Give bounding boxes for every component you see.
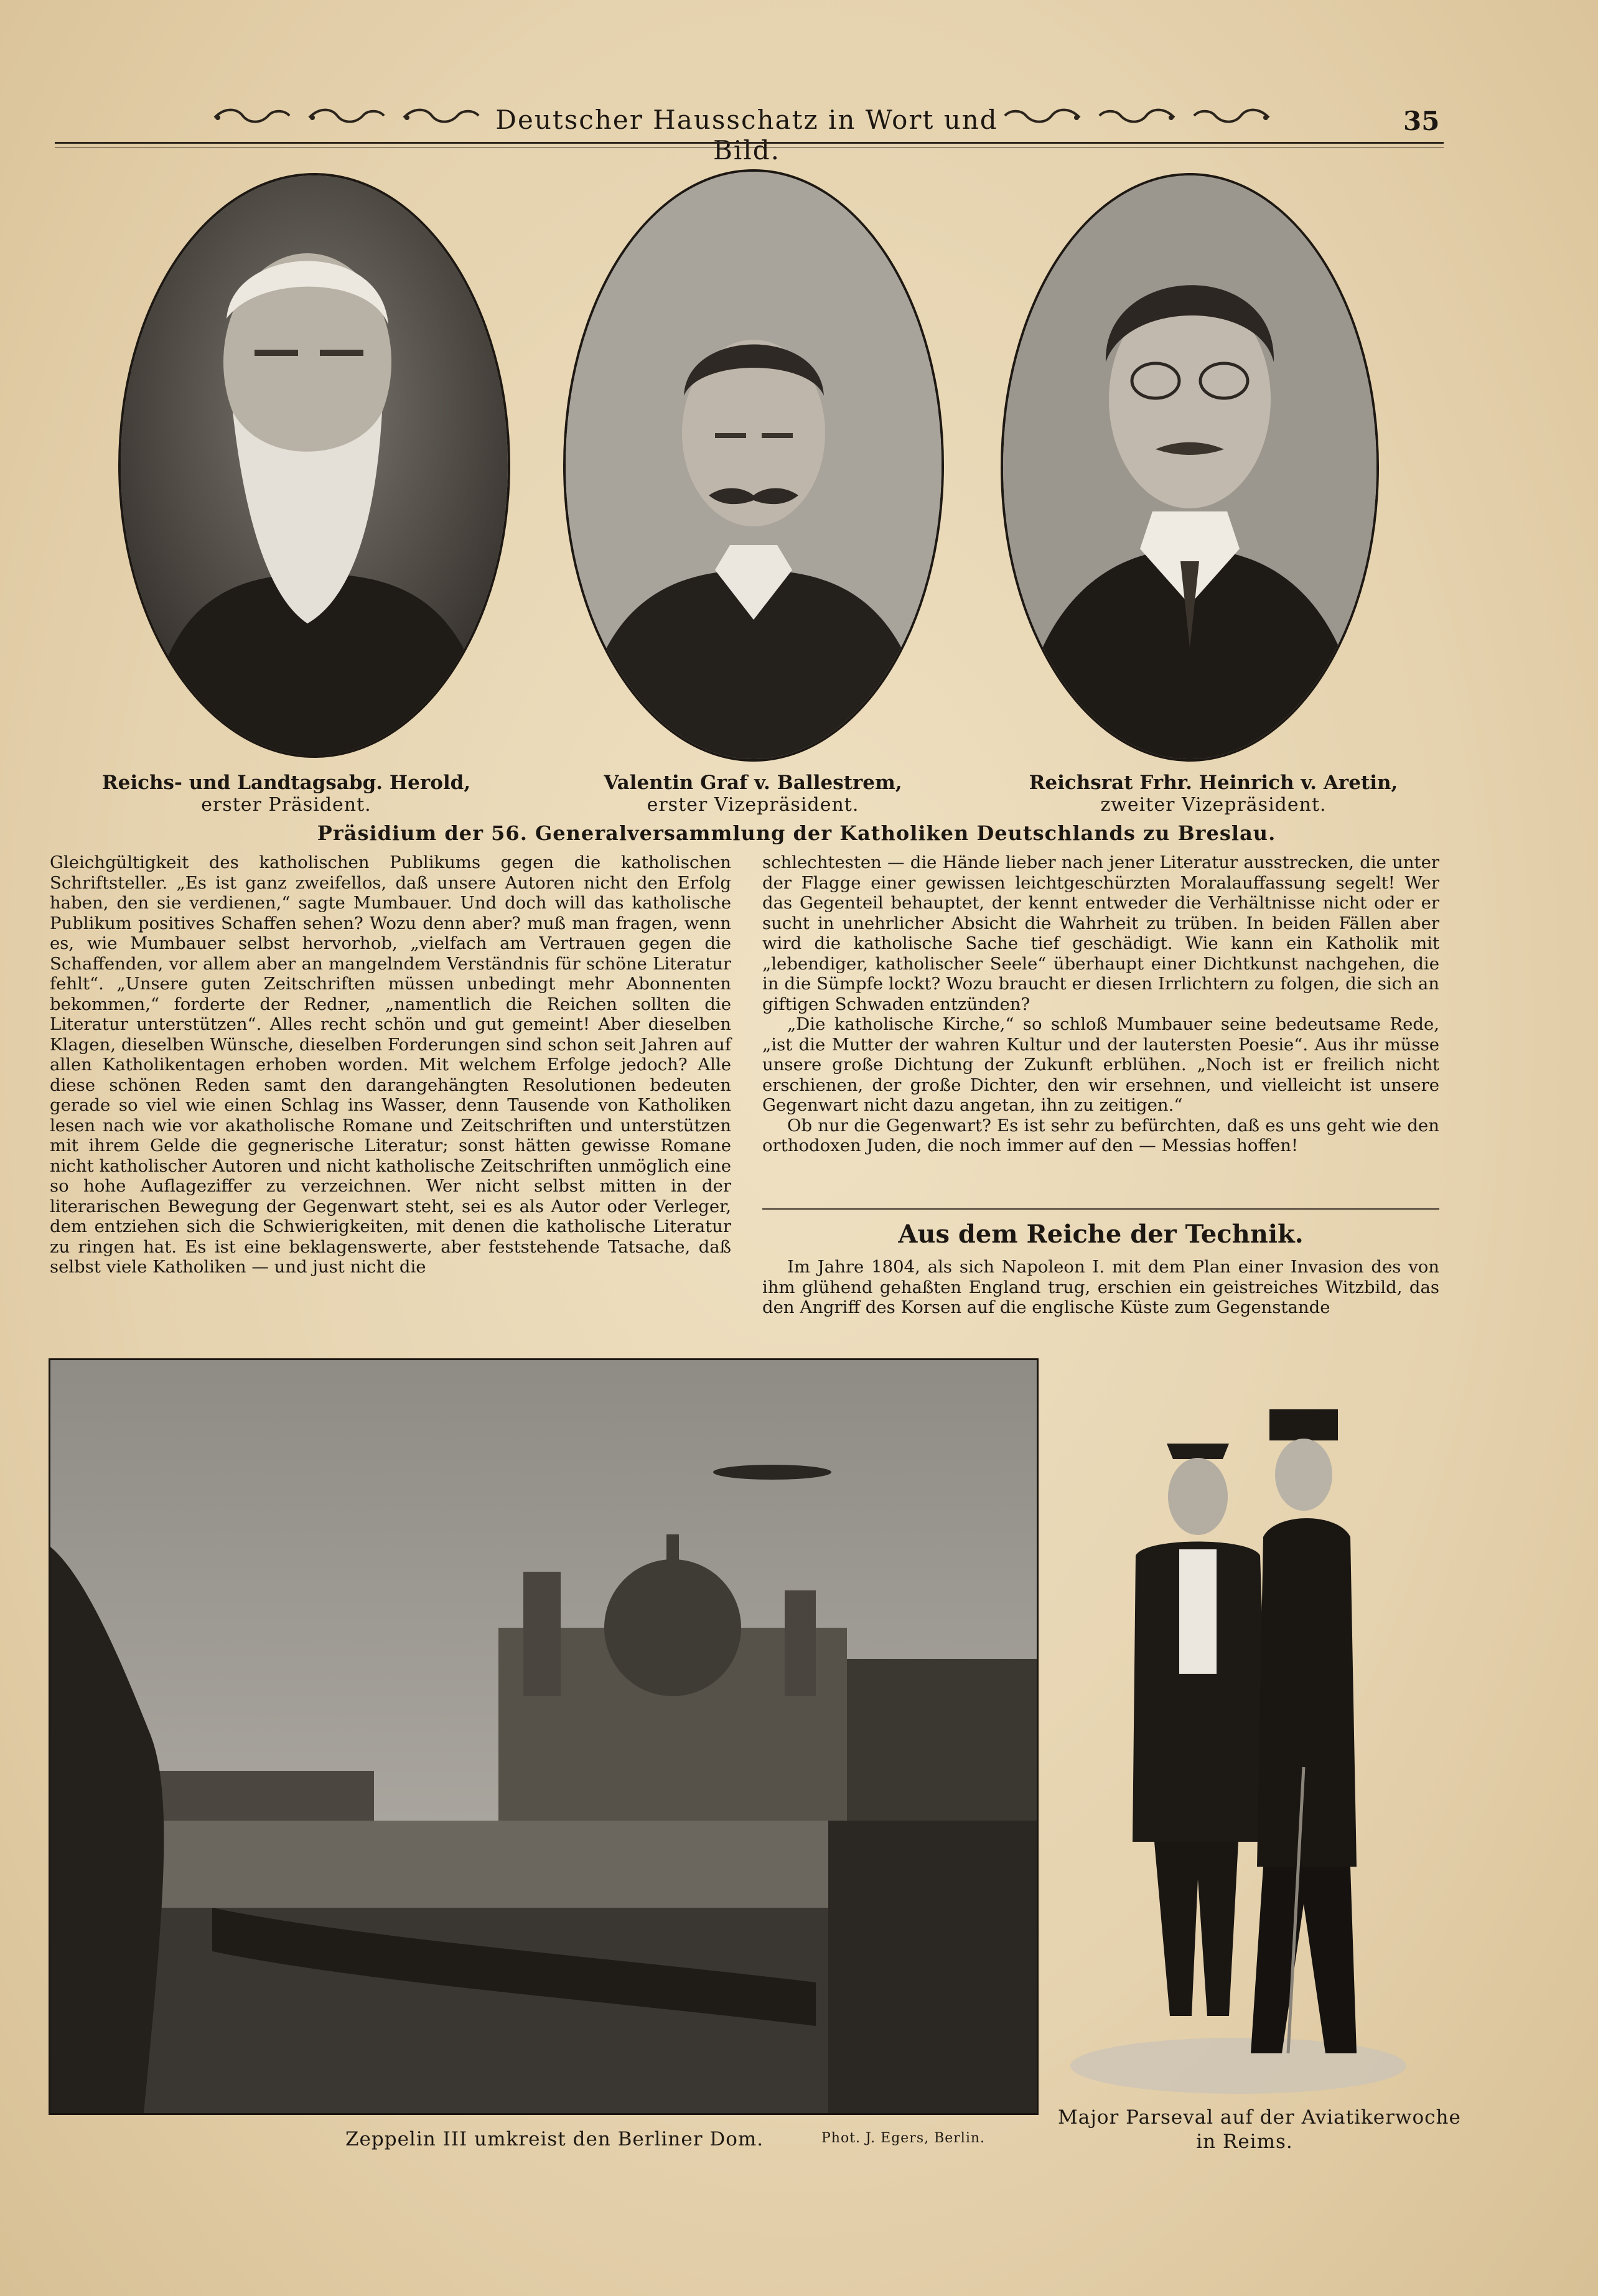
presidium-caption: Präsidium der 56. Generalversammlung der Katholiken Deutschlands zu Breslau. [317, 821, 1276, 845]
portrait-caption-title: erster Präsident. [201, 794, 371, 816]
ornament-swash-icon [1191, 106, 1272, 125]
section-heading: Aus dem Reiche der Technik. [898, 1220, 1304, 1249]
header-ornament-left [212, 105, 482, 127]
ornament-swash-icon [212, 106, 292, 125]
header-rule [55, 142, 1444, 144]
portrait-aretin [1001, 173, 1379, 762]
bowler-hat-icon [1167, 1444, 1229, 1459]
portrait-caption-title: erster Vizepräsident. [647, 794, 859, 816]
article-right-column [762, 852, 1439, 1156]
portrait-caption-name: Valentin Graf v. Ballestrem, [604, 772, 902, 794]
ornament-swash-icon [1096, 106, 1177, 125]
section-divider [762, 1208, 1439, 1210]
ornament-swash-icon [401, 106, 482, 125]
ornament-swash-icon [1002, 106, 1083, 125]
officer-cap-icon [1269, 1409, 1338, 1440]
article-left-column [50, 852, 731, 1277]
article-paragraph: Ob nur die Gegenwart? Es ist sehr zu befürchten, daß es uns geht wie den orthodoxen Juden, die noch immer auf den — Messias hoffen! [762, 1115, 1439, 1155]
article-paragraph: Im Jahre 1804, als sich Napoleon I. mit dem Plan einer Invasion des von ihm glühend gehaßten England trug, erschien ein geistreiches Witzbild, das den Angriff des Korsen auf die englische Küste zum Gegenstande [762, 1257, 1439, 1317]
portrait-ballestrem [563, 169, 944, 762]
photo-berliner-dom [49, 1358, 1039, 2115]
portrait-caption-name: Reichs- und Landtagsabg. Herold, [101, 772, 471, 794]
photo-caption-parseval-location: in Reims. [1196, 2130, 1293, 2153]
photo-caption-dom: Zeppelin III umkreist den Berliner Dom. [345, 2128, 764, 2150]
page-number: 35 [1403, 106, 1440, 136]
header-ornament-right [1002, 105, 1272, 127]
running-title: Deutscher Hausschatz in Wort und Bild. [495, 105, 998, 166]
portrait-caption-title: zweiter Vizepräsident. [1100, 794, 1327, 816]
zeppelin-icon [713, 1465, 831, 1480]
article-paragraph: schlechtesten — die Hände lieber nach jener Literatur ausstrecken, die unter der Flagge einer gewissen leichtgeschürzten Moralauffassung segelt! Wer das Gegenteil behauptet, der kennt entweder die Verhältnisse nicht oder er sucht in unehrlicher Absicht die Wahrheit zu trüben. In beiden Fällen aber wird die katholische Sache tief geschädigt. Wie kann ein Katholik mit „lebendiger, katholischer Seele“ überhaupt einer Dichtkunst nachgehen, die in die Sümpfe lockt? Wozu braucht er diesen Irrlichtern zu folgen, die sich an giftigen Schwaden entzünden? [762, 852, 1439, 1014]
article-paragraph: Gleichgültigkeit des katholischen Publikums gegen die katholischen Schriftsteller. „Es ist ganz zweifellos, daß unsere Autoren nicht den Erfolg haben, den sie verdienen,“ sagte Mumbauer. Und doch will das katholische Publikum positives Schaffen sehen? Wozu denn aber? muß man fragen, wenn es, wie Mumbauer selbst hervorhob, „vielfach am Vertrauen gegen die Schaffenden, vor allem aber an mangelndem Verständnis für schöne Literatur fehlt“. „Unsere guten Zeitschriften müssen unbedingt mehr Abonnenten bekommen,“ forderte der Redner, „namentlich die Reichen sollten die Literatur unterstützen“. Alles recht schön und gut gemeint! Aber dieselben Klagen, dieselben Wünsche, dieselben Forderungen sind schon seit Jahren auf allen Katholikentagen erhoben worden. Mit welchem Erfolge jedoch? Alle diese schönen Reden samt den darangehängten Resolutionen bedeuten gerade so viel wie einen Schlag ins Wasser, denn Tausende von Katholiken lesen nach wie vor akatholische Romane und Zeitschriften und unterstützen mit ihrem Gelde die gegnerische Literatur; sonst hätten gewisse Romane nicht katholischer Autoren und nicht katholische Zeitschriften unmöglich eine so hohe Auflageziffer zu verzeichnen. Wer nicht selbst mitten in der literarischen Bewegung der Gegenwart steht, sei es als Autor oder Verleger, dem entziehen sich die Schwierigkeiten, mit denen die katholische Literatur zu ringen hat. Es ist eine beklagenswerte, aber feststehende Tatsache, daß selbst viele Katholiken — und just nicht die [50, 852, 731, 1277]
portrait-caption-name: Reichsrat Frhr. Heinrich v. Aretin, [1029, 772, 1398, 794]
photo-credit: Phot. J. Egers, Berlin. [821, 2130, 986, 2146]
photo-caption-parseval: Major Parseval auf der Aviatikerwoche [1058, 2106, 1461, 2129]
article-paragraph: „Die katholische Kirche,“ so schloß Mumbauer seine bedeutsame Rede, „ist die Mutter der wahren Kultur und der lautersten Poesie“. Aus ihr müsse unsere große Dichtung der Zukunft erblühen. „Noch ist er freilich nicht erschienen, der große Dichter, den wir ersehnen, und vielleicht ist unsere Gegenwart nicht dazu angetan, ihn zu zeitigen.“ [762, 1014, 1439, 1115]
portrait-herold [118, 173, 510, 758]
ornament-swash-icon [306, 106, 387, 125]
photo-parseval [1064, 1394, 1413, 2097]
technik-column [762, 1257, 1439, 1318]
